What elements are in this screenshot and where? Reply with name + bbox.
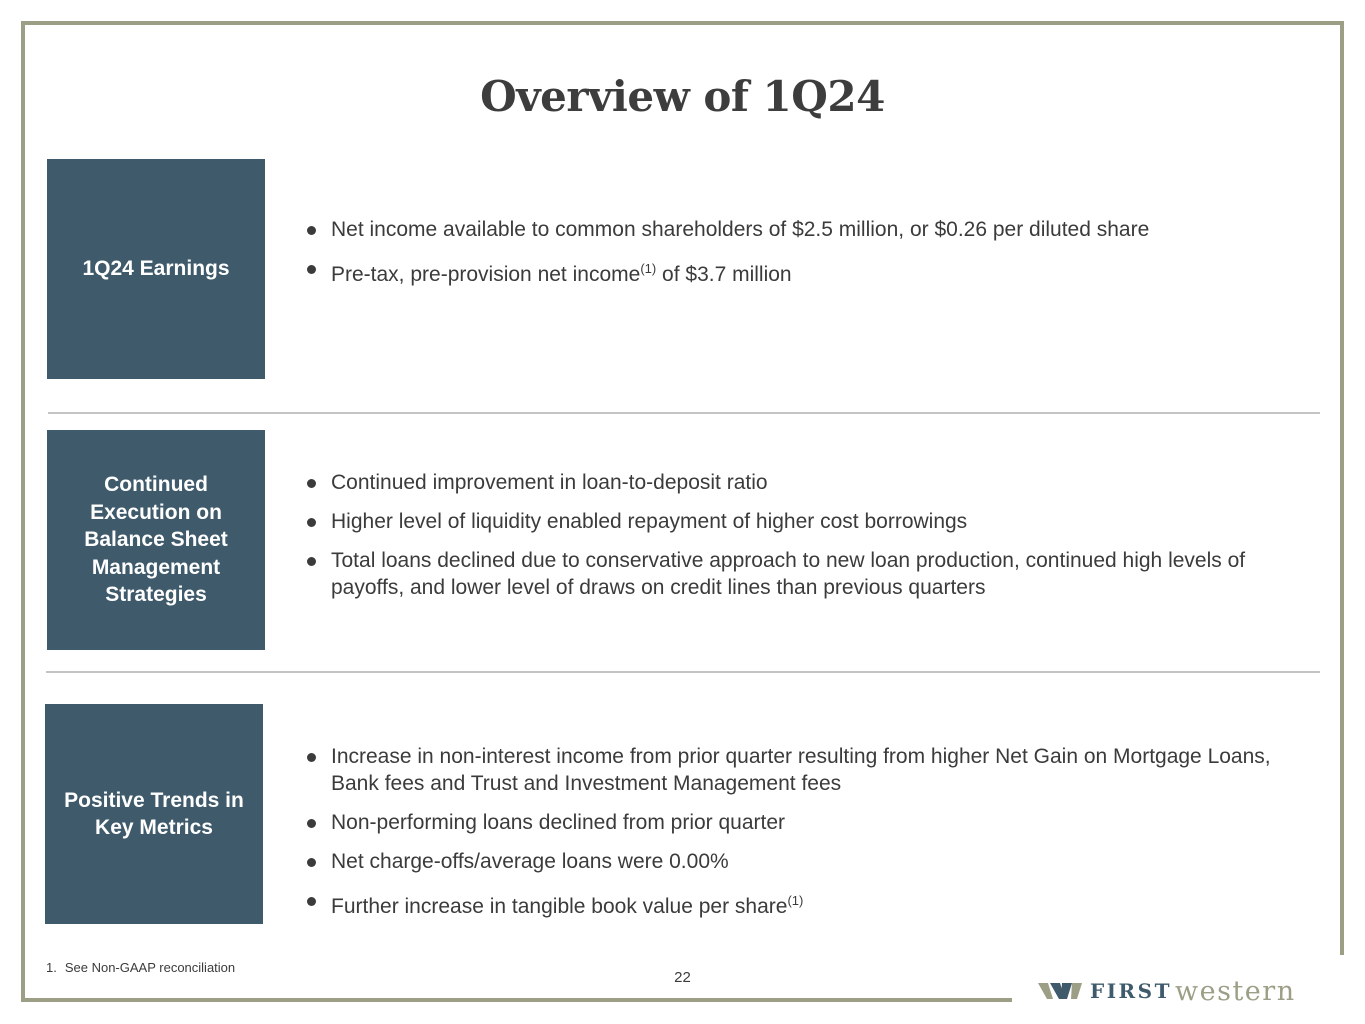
logo-text-western: western <box>1175 975 1296 1007</box>
bullet-text: Increase in non-interest income from prior quarter resulting from higher Net Gain on Mortgage Loans, Bank fees and Trust and Investment Management fees <box>331 745 1271 795</box>
footnote-number: 1. <box>46 960 57 975</box>
bullet-dot-icon <box>307 858 316 867</box>
frame-bottom-border <box>21 998 1012 1002</box>
bullet-dot-icon <box>307 557 316 566</box>
page-title: Overview of 1Q24 <box>480 72 885 121</box>
first-western-logo-icon <box>1038 980 1082 1002</box>
key-metrics-bullet-list <box>305 743 1305 932</box>
bullet-item <box>305 547 1305 601</box>
bullet-text-continued: of $3.7 million <box>656 263 792 286</box>
page-number: 22 <box>674 969 691 986</box>
bullet-dot-icon <box>307 479 316 488</box>
bullet-dot-icon <box>307 753 316 762</box>
bullet-text: Pre-tax, pre-provision net income <box>331 263 641 286</box>
bullet-item <box>305 508 1305 535</box>
company-logo <box>1038 976 1296 1006</box>
bullet-item <box>305 743 1305 797</box>
frame-left-border <box>21 21 25 1002</box>
footnote-text: See Non-GAAP reconciliation <box>64 960 236 975</box>
earnings-bullet-list <box>305 216 1305 300</box>
bullet-text: Net charge-offs/average loans were 0.00% <box>331 850 729 873</box>
bullet-item <box>305 469 1305 496</box>
bullet-item <box>305 809 1305 836</box>
section-label-balance-sheet: Continued Execution on Balance Sheet Management Strategies <box>47 430 265 650</box>
bullet-text: Further increase in tangible book value per share <box>331 895 788 918</box>
section-divider <box>48 412 1320 414</box>
footnote-reference: (1) <box>787 893 804 908</box>
section-label-key-metrics: Positive Trends in Key Metrics <box>45 704 263 924</box>
bullet-dot-icon <box>307 265 316 274</box>
bullet-text: Continued improvement in loan-to-deposit ratio <box>331 471 768 494</box>
bullet-item <box>305 848 1305 875</box>
bullet-dot-icon <box>307 819 316 828</box>
bullet-text: Higher level of liquidity enabled repayment of higher cost borrowings <box>331 510 968 533</box>
bullet-text: Total loans declined due to conservative approach to new loan production, continued high levels of payoffs, and lower level of draws on credit lines than previous quarters <box>331 549 1246 599</box>
footnote-reference: (1) <box>640 261 657 276</box>
bullet-dot-icon <box>307 226 316 235</box>
bullet-item <box>305 255 1305 288</box>
bullet-dot-icon <box>307 518 316 527</box>
section-divider <box>46 671 1320 673</box>
bullet-dot-icon <box>307 897 316 906</box>
bullet-item <box>305 887 1305 920</box>
balance-sheet-bullet-list <box>305 469 1305 613</box>
bullet-text: Net income available to common shareholders of $2.5 million, or $0.26 per diluted share <box>331 218 1150 241</box>
logo-text-first: FIRST <box>1090 979 1173 1003</box>
bullet-text: Non-performing loans declined from prior quarter <box>331 811 786 834</box>
bullet-item <box>305 216 1305 243</box>
frame-right-border <box>1340 21 1344 955</box>
section-label-earnings: 1Q24 Earnings <box>47 159 265 379</box>
frame-top-border <box>21 21 1344 25</box>
